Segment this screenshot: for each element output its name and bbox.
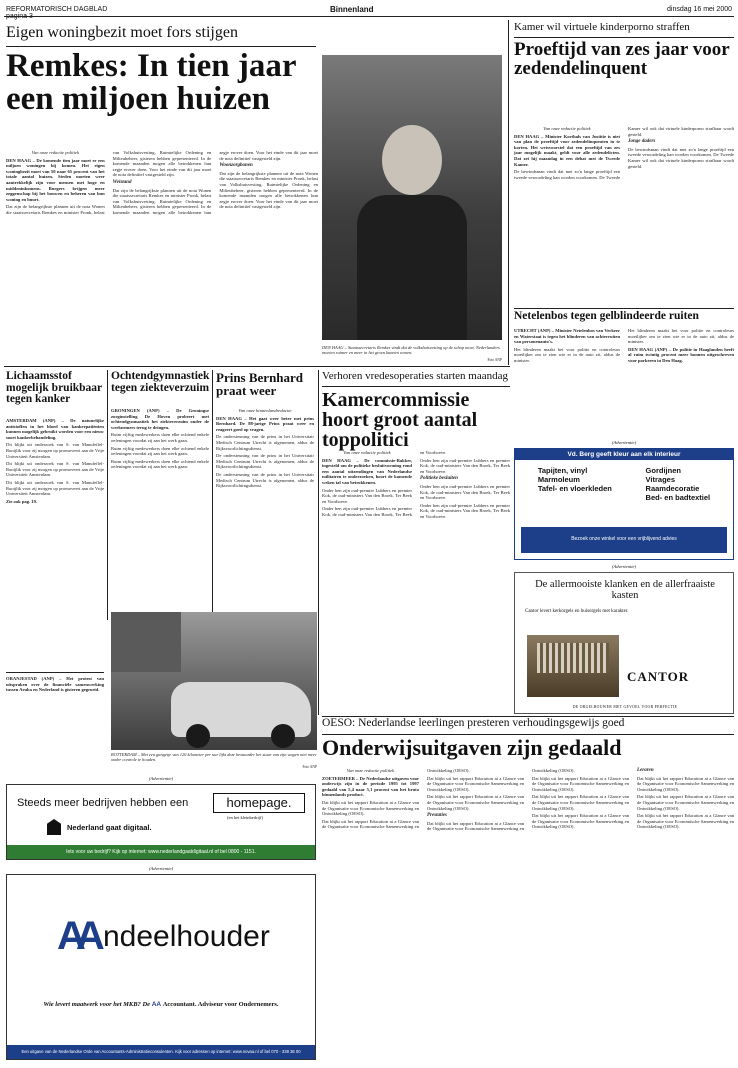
main-subhead-2: Woonzorgbonen bbox=[219, 163, 253, 169]
bottom-photo-credit: Foto ANP bbox=[302, 765, 317, 769]
oeso-subhead-2: Leraren bbox=[637, 768, 654, 773]
photo-wheel-shape bbox=[271, 724, 295, 748]
mid-rule bbox=[4, 366, 510, 367]
ad-homepage-gov: Nederland gaat digitaal. bbox=[67, 823, 152, 832]
lichaamsstof-body bbox=[6, 418, 104, 668]
oranjestad-body bbox=[6, 676, 104, 760]
aa-slogan-line bbox=[7, 1001, 315, 1008]
aa-small-print: Een uitgave van de Nederlandse Orde van Accountants-Administratieconsulenten. Kijk voor adressen op internet: www.novaa.nl of bel 070 - 338 36 00 bbox=[7, 1045, 315, 1059]
top-photo-caption: DEN HAAG – Staatssecretaris Remkes vindt dat de volkshuisvesting op de schop moet. Nederlanders moeten ruimer en meer in het groen kunnen wonen. bbox=[322, 345, 500, 356]
oeso-excerpt-2: Dat blijkt uit het rapport Education at a Glance van de Organisatie voor Economische Samenwerking en Ontwikkeling (OESO). bbox=[322, 768, 470, 830]
aa-logo-letters: AA bbox=[57, 914, 95, 958]
lichaamsstof-excerpt-2: Dit blijkt uit onderzoek van S. van Manufeffel-Ruoijlik voor zij morgen op promoveert aan de Vrije Universiteit Amsterdam. bbox=[6, 461, 104, 478]
ad-interieur-footer: Bezoek onze winkel voor een vrijblijvend advies bbox=[521, 527, 727, 553]
ad-cantor[interactable] bbox=[514, 572, 734, 714]
ad-homepage-text: Steeds meer bedrijven hebben een bbox=[17, 797, 189, 809]
ad-cantor-headline: De allermooiste klanken en de allerfraaiste kasten bbox=[535, 579, 715, 601]
aa-slogan-brand: Accountant. Adviseur voor Ondernemers. bbox=[162, 1001, 279, 1008]
bernhard-excerpt: De ondersteuning van de prins in het Universitair Medisch Centrum Utrecht is afgenomen, aldus de Rijksvoorlichtingsdienst. bbox=[216, 434, 314, 451]
bottom-photo-caption: ROTTERDAM – Met een gangetje van 120 kilometer per uur lijkt deze bestuurder het stuur van zijn wagen niet meer onder controle te houden. bbox=[111, 752, 317, 763]
ad-homepage-subtext: (en het kleinbedrijf) bbox=[227, 815, 263, 820]
photo-face-shape bbox=[382, 125, 442, 195]
oeso-byline: Van onze redactie politiek bbox=[346, 768, 395, 773]
oeso-headline: Onderwijsuitgaven zijn gedaald bbox=[322, 735, 622, 760]
main-headline: Remkes: In tien jaar een miljoen huizen bbox=[6, 48, 296, 117]
netelenbos-excerpt-2: Het blinderen maakt het voor politie en controleurs moeilijker om te zien wie er in de auto zit, aldus de minister. bbox=[628, 328, 734, 345]
gym-lead: GRONINGEN (ANP) – De Groningse zorginstelling De Hoven probeert met ochtendgymnastiek het ziekteverzuim onder de werknemers terug te dringen. bbox=[111, 408, 209, 430]
section-name: Binnenland bbox=[330, 5, 374, 14]
netelenbos-excerpt: Het blinderen maakt het voor politie en controleurs moeilijker om te zien wie er in de auto zit, aldus de minister. bbox=[514, 346, 620, 363]
aa-slogan: Wie levert maatwerk voor het MKB? De bbox=[43, 1001, 151, 1008]
ad-interieur-item: Bed- en badtextiel bbox=[645, 493, 711, 502]
kamer-excerpt: Onder hen zijn oud-premier Lubbers en premier Kok, de oud-ministers Van den Broek, Ter Beek en Voorhoeve. bbox=[322, 487, 412, 504]
ad-homepage-footer: Iets voor uw bedrijf? Kijk op internet: www.nederlandgaatdigitaal.nl of bel 0800 - 1151. bbox=[7, 845, 315, 859]
ad-interieur-item: Raamdecoratie bbox=[645, 484, 700, 493]
crown-icon bbox=[47, 819, 61, 835]
oeso-kicker: OESO: Nederlandse leerlingen presteren verhoudingsgewijs goed bbox=[322, 717, 625, 729]
oeso-excerpt-4: Dat blijkt uit het rapport Education at a Glance van de Organisatie voor Economische Samenwerking en Ontwikkeling (OESO). bbox=[427, 794, 524, 811]
netelenbos-headline: Netelenbos tegen gelblindeerde ruiten bbox=[514, 310, 699, 322]
kamer-headline: Kamercommissie hoort groot aantal toppolitici bbox=[322, 389, 478, 451]
oeso-excerpt-10: Dat blijkt uit het rapport Education at a Glance van de Organisatie voor Economische Samenwerking en Ontwikkeling (OESO). bbox=[637, 794, 734, 811]
main-body-excerpt: Dat zijn de belangrijkste plannen uit de nota Wonen die staatssecretaris Remkes en minister Pronk, belast van Volkshuisvesting, Ruimtelijke Ordening en Milieubeheer, gisteren hebben gepresenteerd. In de komende maanden mogen alle betrokkenen hun zegje erover doen. Voor het einde van dit jaar moet de nota definitief vastgesteld zijn. bbox=[6, 150, 212, 215]
photo-suit-shape bbox=[357, 195, 467, 340]
ad-interieur-label: (Advertentie) bbox=[611, 440, 637, 445]
lichaamsstof-excerpt: Dit blijkt uit onderzoek van S. van Manufeffel-Ruoijlik voor zij morgen op promoveert aan de Vrije Universiteit Amsterdam. bbox=[6, 442, 104, 459]
oeso-excerpt-9: Dat blijkt uit het rapport Education at a Glance van de Organisatie voor Economische Samenwerking en Ontwikkeling (OESO). bbox=[637, 775, 734, 792]
oeso-excerpt-5: Dat blijkt uit het rapport Education at a Glance van de Organisatie voor Economische Samenwerking en Ontwikkeling (OESO). bbox=[427, 768, 575, 832]
kamer-body bbox=[322, 450, 510, 712]
main-subhead-1: Weistand bbox=[112, 179, 132, 185]
ad-interieur[interactable] bbox=[514, 448, 734, 560]
issue-date: dinsdag 16 mei 2000 bbox=[667, 6, 732, 13]
ad-interieur-item: Tafel- en vloerkleden bbox=[537, 484, 612, 493]
ad-cantor-tagline: DE ORGELBOUWER MET GEVOEL VOOR PERFECTIE bbox=[572, 705, 678, 709]
top-photo-credit: Foto ANP bbox=[487, 358, 502, 362]
kamer-kicker-rule bbox=[322, 386, 510, 387]
aa-small-logo-icon: AA bbox=[151, 1001, 162, 1008]
aa-logo-text: ndeelhouder bbox=[103, 920, 270, 953]
oeso-excerpt-3: Dat blijkt uit het rapport Education at a Glance van de Organisatie voor Economische Samenwerking en Ontwikkeling (OESO). bbox=[427, 775, 524, 792]
main-body-excerpt-2: Dat zijn de belangrijkste plannen uit de nota Wonen die staatssecretaris Remkes en minister Pronk, belast van Volkshuisvesting, Ruimtelijke Ordening en Milieubeheer, gisteren hebben gepresenteerd. In de komende maanden mogen alle betrokkenen hun zegje erover doen. Voor het einde van dit jaar moet de nota definitief vastgesteld zijn. bbox=[112, 150, 318, 215]
col-rule-2 bbox=[212, 370, 213, 620]
kamer-excerpt-4: Onder hen zijn oud-premier Lubbers en premier Kok, de oud-ministers Van den Broek, Ter Beek en Voorhoeve. bbox=[420, 483, 510, 501]
oeso-subhead-1: Prestaties bbox=[427, 813, 447, 819]
ad-interieur-item: Vitrages bbox=[645, 475, 676, 484]
lichaamsstof-see-more: Zie ook pag. 19. bbox=[6, 498, 38, 504]
ad-cantor-body: Cantor levert kerkorgels en huisorgels met karakter. bbox=[525, 609, 629, 614]
right-kicker: Kamer wil virtuele kinderporno straffen bbox=[514, 21, 690, 33]
oeso-excerpt-8: Dat blijkt uit het rapport Education at a Glance van de Organisatie voor Economische Samenwerking en Ontwikkeling (OESO). bbox=[532, 813, 629, 830]
main-story-body bbox=[6, 150, 318, 360]
bernhard-excerpt-3: De ondersteuning van de prins in het Universitair Medisch Centrum Utrecht is afgenomen, aldus de Rijksvoorlichtingsdienst. bbox=[216, 471, 314, 489]
ad-interieur-banner: Vd. Berg geeft kleur aan elk interieur bbox=[515, 449, 733, 460]
main-body-excerpt-3: Dat zijn de belangrijkste plannen uit de nota Wonen die staatssecretaris Remkes en minister Pronk, belast van Volkshuisvesting, Ruimtelijke Ordening en Milieubeheer, gisteren hebben gepresenteerd. In de komende maanden mogen alle betrokkenen hun zegje erover doen. Voor het einde van dit jaar moet de nota definitief vastgesteld zijn. bbox=[219, 170, 318, 210]
kamer-byline: Van onze redactie politiek bbox=[343, 450, 391, 455]
aa-logo-icon bbox=[57, 913, 103, 959]
masthead-rule bbox=[4, 16, 734, 17]
ad-cantor-label: (Advertentie) bbox=[611, 564, 637, 569]
bernhard-headline: Prins Bernhard praat weer bbox=[216, 370, 304, 398]
gym-headline: Ochtendgymnastiek tegen ziekteverzuim bbox=[111, 370, 210, 394]
ad-aa-label: (Advertentie) bbox=[148, 866, 174, 871]
bernhard-lead: DEN HAAG – Het gaat weer beter met prins Bernhard. De 88-jarige Prins praat weer en reageert goed op vragen. bbox=[216, 415, 314, 432]
oranjestad-rule bbox=[6, 672, 104, 673]
right-headline: Proeftijd van zes jaar voor zedendelinquent bbox=[514, 39, 730, 79]
bernhard-body bbox=[216, 408, 314, 608]
ad-interieur-item: Marmoleum bbox=[537, 475, 580, 484]
lichaamsstof-headline: Lichaamsstof mogelijk bruikbaar tegen kanker bbox=[6, 370, 102, 405]
ad-aandeelhouder[interactable] bbox=[6, 874, 316, 1060]
bernhard-excerpt-2: De ondersteuning van de prins in het Universitair Medisch Centrum Utrecht is afgenomen, aldus de Rijksvoorlichtingsdienst. bbox=[216, 453, 314, 470]
kamer-kicker: Verhoren vredesoperaties starten maandag bbox=[322, 370, 509, 382]
ad-homepage[interactable] bbox=[6, 784, 316, 860]
ad-homepage-label: (Advertentie) bbox=[148, 776, 174, 781]
col-rule-1 bbox=[107, 370, 108, 620]
photo-wheel-shape bbox=[186, 724, 210, 748]
gym-excerpt-3: Ruim vijftig medewerkers doen elke ochtend enkele oefeningen voordat zij aan het werk gaan. bbox=[111, 458, 209, 470]
main-lead: DEN HAAG – De komende tien jaar moet er een miljoen woningen bij komen. Het eigen woningbezit moet van 50 naar 65 procent van het totale aantal huizen. Steden moeten weer aantrekkelijk zijn voor mensen met hoge en middeninkomens. Burgers krijgen meer zeggenschap bij het bouwen en beheren van hun woning en buurt. bbox=[6, 157, 105, 202]
lichaamsstof-excerpt-3: Dit blijkt uit onderzoek van S. van Manufeffel-Ruoijlik voor zij morgen op promoveert aan de Vrije Universiteit Amsterdam. bbox=[6, 479, 104, 497]
right-body-excerpt: De bewindsman vindt dat met zo'n lange proeftijd een tweede veroordeling kan worden voorkomen. De Tweede Kamer wil ook dat virtuele kinderporno strafbaar wordt gesteld. bbox=[514, 126, 734, 180]
oranjestad-lead: ORANJESTAD (ANP) – Het protest van uitspraken over de financiële samenwerking tussen Aruba en Nederland is gisteren gegroeid. bbox=[6, 676, 104, 693]
lichaamsstof-lead: AMSTERDAM (ANP) – De natuurlijke antistoffen in het bloed van kankerpatiënten kunnen mogelijk gebruikt worden voor een nieuw soort kankerbehandeling. bbox=[6, 418, 104, 440]
right-story-body bbox=[514, 126, 734, 304]
bernhard-byline: Van onze binnenlandredactie bbox=[238, 408, 292, 413]
ad-cantor-organ-photo bbox=[527, 635, 619, 697]
oeso-excerpt: Dat blijkt uit het rapport Education at a Glance van de Organisatie voor Economische Samenwerking en Ontwikkeling (OESO). bbox=[322, 799, 419, 817]
gym-excerpt-2: Ruim vijftig medewerkers doen elke ochtend enkele oefeningen voordat zij aan het werk gaan. bbox=[111, 445, 209, 457]
ad-interieur-item: Tapijten, vinyl bbox=[537, 466, 588, 475]
ad-interieur-item: Gordijnen bbox=[645, 466, 681, 475]
main-byline: Van onze redactie politiek bbox=[31, 150, 80, 155]
col-rule-3 bbox=[318, 370, 319, 715]
right-byline: Van onze redactie politiek bbox=[543, 126, 591, 131]
oeso-excerpt-6: Dat blijkt uit het rapport Education at a Glance van de Organisatie voor Economische Samenwerking en Ontwikkeling (OESO). bbox=[532, 775, 629, 792]
kamer-lead: DEN HAAG – De commissie-Bakker, ingesteld om de politieke besluitvorming rond een aantal uitzendingen van Nederlandse militairen te onderzoeken, hoort de komende weken tal van betrokkenen. bbox=[322, 457, 412, 485]
kamer-subhead: Politieke besluiten bbox=[420, 476, 458, 482]
ad-homepage-highlight: homepage. bbox=[213, 793, 305, 813]
right-subhead: Jonge daders bbox=[628, 139, 656, 145]
netelenbos-rule bbox=[514, 308, 734, 309]
netelenbos-body bbox=[514, 328, 734, 438]
main-kicker: Eigen woningbezit moet fors stijgen bbox=[6, 24, 238, 41]
kamer-excerpt-5: Onder hen zijn oud-premier Lubbers en premier Kok, de oud-ministers Van den Broek, Ter Beek en Voorhoeve. bbox=[420, 502, 510, 519]
main-kicker-rule bbox=[6, 46, 316, 47]
gym-body bbox=[111, 408, 209, 608]
gym-excerpt: Ruim vijftig medewerkers doen elke ochtend enkele oefeningen voordat zij aan het werk gaan. bbox=[111, 432, 209, 443]
right-body-excerpt-2: De bewindsman vindt dat met zo'n lange proeftijd een tweede veroordeling kan worden voorkomen. De Tweede Kamer wil ook dat virtuele kinderporno strafbaar wordt gesteld. bbox=[628, 146, 734, 169]
paper-name: REFORMATORISCH DAGBLAD bbox=[6, 6, 108, 13]
ad-cantor-brand: CANTOR bbox=[627, 669, 690, 684]
oeso-lead: ZOETERMEER – De Nederlandse uitgaven voor onderwijs zijn in de periode 1995 tot 1997 gedaald van 5,4 naar 5,1 procent van het bruto binnenlands product. bbox=[322, 775, 419, 798]
kamer-excerpt-2: Onder hen zijn oud-premier Lubbers en premier Kok, de oud-ministers Van den Broek, Ter Beek en Voorhoeve. bbox=[322, 450, 447, 517]
right-col-rule bbox=[508, 20, 509, 365]
photo-building-shape bbox=[111, 612, 181, 672]
oeso-excerpt-7: Dat blijkt uit het rapport Education at a Glance van de Organisatie voor Economische Samenwerking en Ontwikkeling (OESO). bbox=[532, 794, 629, 811]
right-kicker-rule bbox=[514, 37, 734, 38]
netelenbos-brief-lead: DEN HAAG (ANP) – De politie in Haaglanden heeft al ruim twintig procent meer bonnen uitgeschreven voor parkeren in Den Haag. bbox=[628, 346, 734, 363]
kamer-excerpt-3: Onder hen zijn oud-premier Lubbers en premier Kok, de oud-ministers Van den Broek, Ter Beek en Voorhoeve. bbox=[420, 457, 510, 474]
right-lead: DEN HAAG – Minister Korthals van Justitie is niet van plan de proeftijd voor zedendelinquenten in te korten. Het wetsvoorstel dat een proeftijd van zes jaar mogelijk maakt, geldt voor alle zedendelicten. Dat zei hij maandag in een debat met de Tweede Kamer. bbox=[514, 133, 620, 167]
organ-pipes-shape bbox=[537, 643, 609, 673]
remkes-photo bbox=[322, 55, 502, 340]
car-photo bbox=[111, 612, 317, 750]
oeso-body bbox=[322, 768, 734, 1060]
oeso-excerpt-11: Dat blijkt uit het rapport Education at a Glance van de Organisatie voor Economische Samenwerking en Ontwikkeling (OESO). bbox=[637, 813, 734, 830]
netelenbos-lead: UTRECHT (ANP) – Minister Netelenbos van Verkeer en Waterstaat is tegen het blinderen van achterruiten van personenauto's. bbox=[514, 328, 620, 345]
